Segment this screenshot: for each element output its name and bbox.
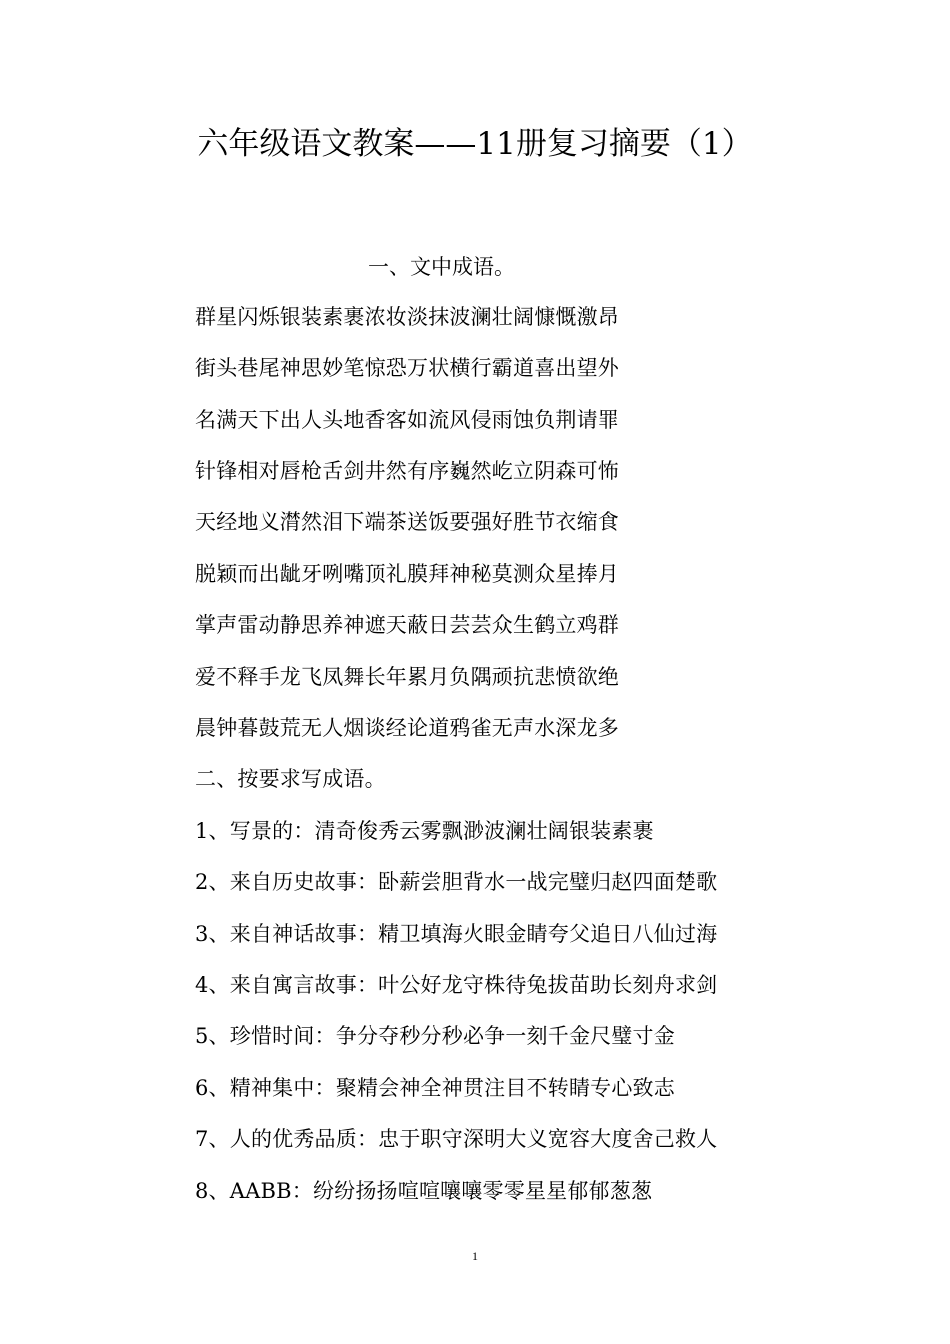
category-item: 5、珍惜时间：争分夺秒分秒必争一刻千金尺璧寸金 [195,1024,675,1048]
category-item: 4、来自寓言故事：叶公好龙守株待兔拔苗助长刻舟求剑 [195,973,718,997]
category-item: 8、AABB：纷纷扬扬喧喧嚷嚷零零星星郁郁葱葱 [195,1179,653,1203]
idiom-row: 天经地义潸然泪下端茶送饭要强好胜节衣缩食 [195,510,619,534]
idiom-row: 针锋相对唇枪舌剑井然有序巍然屹立阴森可怖 [195,459,619,483]
idiom-row: 街头巷尾神思妙笔惊恐万状横行霸道喜出望外 [195,356,619,380]
page-number: 1 [472,1249,478,1263]
idiom-row: 群星闪烁银装素裹浓妆淡抹波澜壮阔慷慨激昂 [195,305,619,329]
category-item: 2、来自历史故事：卧薪尝胆背水一战完璧归赵四面楚歌 [195,870,718,894]
document-title: 六年级语文教案——11册复习摘要（1） [197,126,753,162]
idiom-row: 晨钟暮鼓荒无人烟谈经论道鸦雀无声水深龙多 [195,716,619,740]
idiom-row: 爱不释手龙飞凤舞长年累月负隅顽抗悲愤欲绝 [195,665,619,689]
idiom-row: 脱颖而出龇牙咧嘴顶礼膜拜神秘莫测众星捧月 [195,562,619,586]
category-item: 3、来自神话故事：精卫填海火眼金睛夸父追日八仙过海 [195,922,718,946]
idiom-row: 掌声雷动静思养神遮天蔽日芸芸众生鹤立鸡群 [195,613,619,637]
section-heading-idioms-in-text: 一、文中成语。 [368,255,515,279]
category-item: 1、写景的：清奇俊秀云雾飘渺波澜壮阔银装素裹 [195,819,654,843]
idiom-row: 名满天下出人头地香客如流风侵雨蚀负荆请罪 [195,408,619,432]
category-item: 6、精神集中：聚精会神全神贯注目不转睛专心致志 [195,1076,675,1100]
category-item: 7、人的优秀品质：忠于职守深明大义宽容大度舍己救人 [195,1127,718,1151]
section-heading-write-idioms: 二、按要求写成语。 [195,767,386,791]
